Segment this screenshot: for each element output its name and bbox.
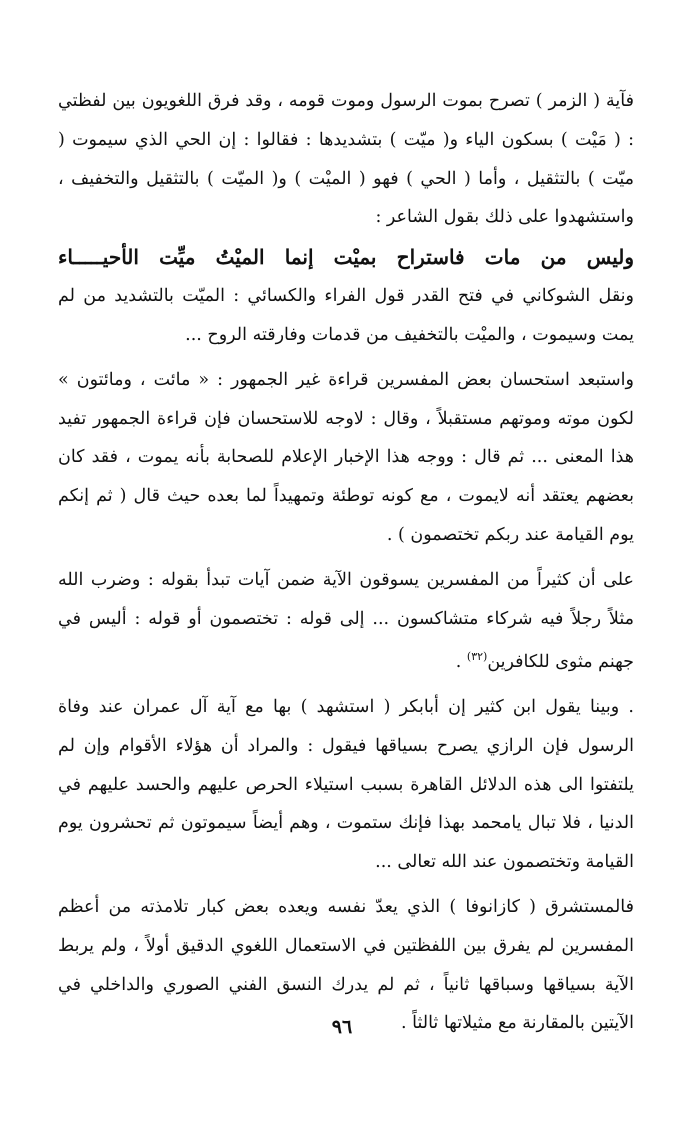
paragraph-5: . وبينا يقول ابن كثير إن أبابكر ( استشهد ) بها مع آية آل عمران عند وفاة الرسول فإن الرازي يصرح بسياقها فيقول : والمراد أن هؤلاء الأقوام وإن لم يلتفتوا الى هذه الدلائل القاهرة بسبب استيلاء الحرص عليهم والحسد عليهم في الدنيا ، فلا تبال يامحمد بهذا فإنك ستموت ، وهم أيضاً سيموتون ثم تحشرون يوم القيامة وتختصمون عند الله تعالى ... [58, 696, 634, 873]
page-number: ٩٦ [331, 1016, 353, 1038]
paragraph-4 [58, 561, 634, 682]
poetry-verse: وليس من مات فاستراح بميْت إنما الميْتُ ميِّت الأحيـــــاء [58, 245, 634, 270]
paragraph-6: فالمستشرق ( كازانوفا ) الذي يعدّ نفسه ويعده بعض كبار تلامذته من أعظم المفسرين لم يفرق بين اللفظتين في الاستعمال اللغوي الدقيق أولاً ، ولم يربط الآية بسياقها وسباقها ثانياً ، ثم لم يدرك النسق الفني الصوري والداخلي في الآيتين بالمقارنة مع مثيلاتها ثالثاً . [58, 896, 634, 1034]
paragraph-4-text: على أن كثيراً من المفسرين يسوقون الآية ضمن آيات تبدأ بقوله : وضرب الله مثلاً رجلاً فيه شركاء متشاكسون ... إلى قوله : تختصمون أو قوله : أليس في جهنم مثوى للكافرين [58, 569, 634, 673]
paragraph-1: فآية ( الزمر ) تصرح بموت الرسول وموت قومه ، وقد فرق اللغويون بين لفظتي : ( مَيْت ) بسكون الياء و( ميّت ) بتشديدها : فقالوا : إن الحي الذي سيموت ( ميّت ) بالتثقيل ، وأما ( الحي ) فهو ( الميْت ) و( الميّت ) بالتثقيل والتخفيف ، واستشهدوا على ذلك بقول الشاعر : [58, 91, 634, 228]
footnote-reference: (٣٢) [466, 650, 488, 664]
page-body [58, 82, 634, 1043]
paragraph-4-end: . [455, 652, 467, 673]
paragraph-2: ونقل الشوكاني في فتح القدر قول الفراء والكسائي : الميّت بالتشديد من لم يمت وسيموت ، والميْت بالتخفيف من قدمات وفارقته الروح ... [58, 286, 634, 345]
paragraph-3: واستبعد استحسان بعض المفسرين قراءة غير الجمهور : « مائت ، ومائتون » لكون موته وموتهم مستقبلاً ، وقال : لاوجه للاستحسان فإن قراءة الجمهور تفيد هذا المعنى ... ثم قال : ووجه هذا الإخبار الإعلام للصحابة بأنه يموت ، فقد كان بعضهم يعتقد أنه لايموت ، مع كونه توطئة وتمهيداً لما بعده حيث قال ( ثم إنكم يوم القيامة عند ربكم تختصمون ) . [58, 369, 634, 545]
